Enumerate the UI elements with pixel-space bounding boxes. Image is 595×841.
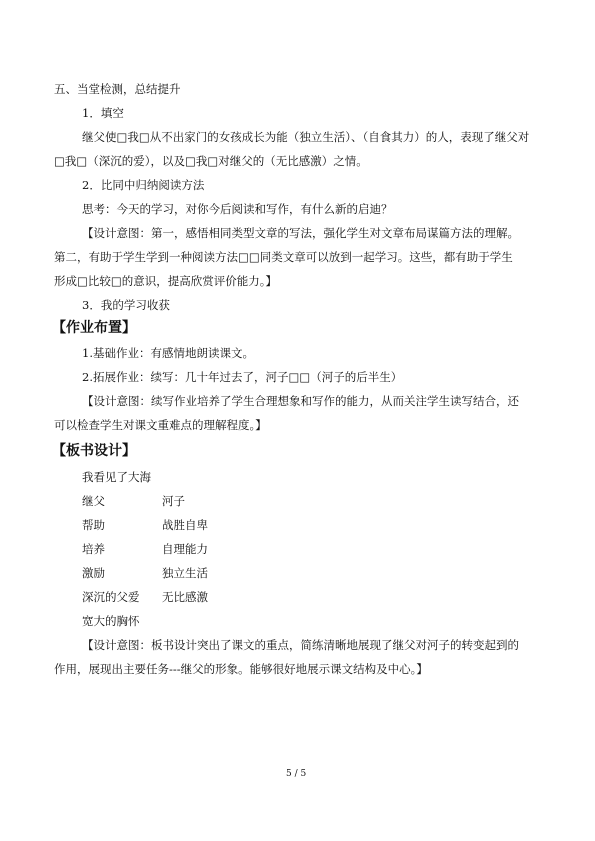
design-intent-3-line-2: 作用，展现出主要任务---继父的形象。能够很好地展示课文结构及中心。】 (54, 662, 428, 676)
board-left-item: 帮助 (82, 518, 105, 532)
think-question: 思考：今天的学习，对你今后阅读和写作，有什么新的启迪？ (82, 202, 393, 216)
board-right-item: 独立生活 (162, 566, 208, 580)
design-intent-1-line-1: 【设计意图：第一，感悟相同类型文章的写法，强化学生对文章布局谋篇方法的理解。 (82, 226, 519, 240)
item1-label: 1．填空 (82, 106, 124, 120)
design-intent-2-line-2: 可以检查学生对课文重难点的理解程度。】 (54, 418, 267, 432)
homework-heading: 【作业布置】 (52, 320, 136, 336)
board-heading: 【板书设计】 (52, 443, 136, 459)
section-title: 五、当堂检测，总结提升 (54, 82, 181, 96)
item2-label: 2．比同中归纳阅读方法 (82, 178, 205, 192)
board-right-item: 河子 (162, 494, 185, 508)
board-right-item: 战胜自卑 (162, 518, 208, 532)
page-number: 5 / 5 (286, 769, 307, 779)
fill-line-1: 继父使□我□从不出家门的女孩成长为能（独立生活）、（自食其力）的人，表现了继父对 (82, 130, 530, 144)
design-intent-1-line-2: 第二，有助于学生学到一种阅读方法□□同类文章可以放到一起学习。这些，都有助于学生 (54, 250, 513, 264)
board-left-item: 培养 (82, 542, 105, 556)
design-intent-3-line-1: 【设计意图：板书设计突出了课文的重点，简练清晰地展现了继父对河子的转变起到的 (82, 638, 519, 652)
board-left-item: 激励 (82, 566, 105, 580)
board-right-item: 自理能力 (162, 542, 208, 556)
board-right-item: 无比感激 (162, 590, 208, 604)
board-left-item: 深沉的父爱 (82, 590, 140, 604)
board-title: 我看见了大海 (82, 470, 151, 484)
design-intent-2-line-1: 【设计意图：续写作业培养了学生合理想象和写作的能力，从而关注学生读写结合，还 (82, 394, 519, 408)
design-intent-1-line-3: 形成□比较□的意识，提高欣赏评价能力。】 (54, 274, 277, 288)
item3-label: 3．我的学习收获 (82, 298, 170, 312)
board-left-item: 宽大的胸怀 (82, 614, 140, 628)
homework-extend: 2.拓展作业：续写：几十年过去了，河子□□（河子的后半生） (82, 370, 403, 384)
board-left-item: 继父 (82, 494, 105, 508)
homework-basic: 1.基础作业：有感情地朗读课文。 (82, 346, 254, 360)
fill-line-2: □我□（深沉的爱），以及□我□对继父的（无比感激）之情。 (54, 154, 368, 168)
